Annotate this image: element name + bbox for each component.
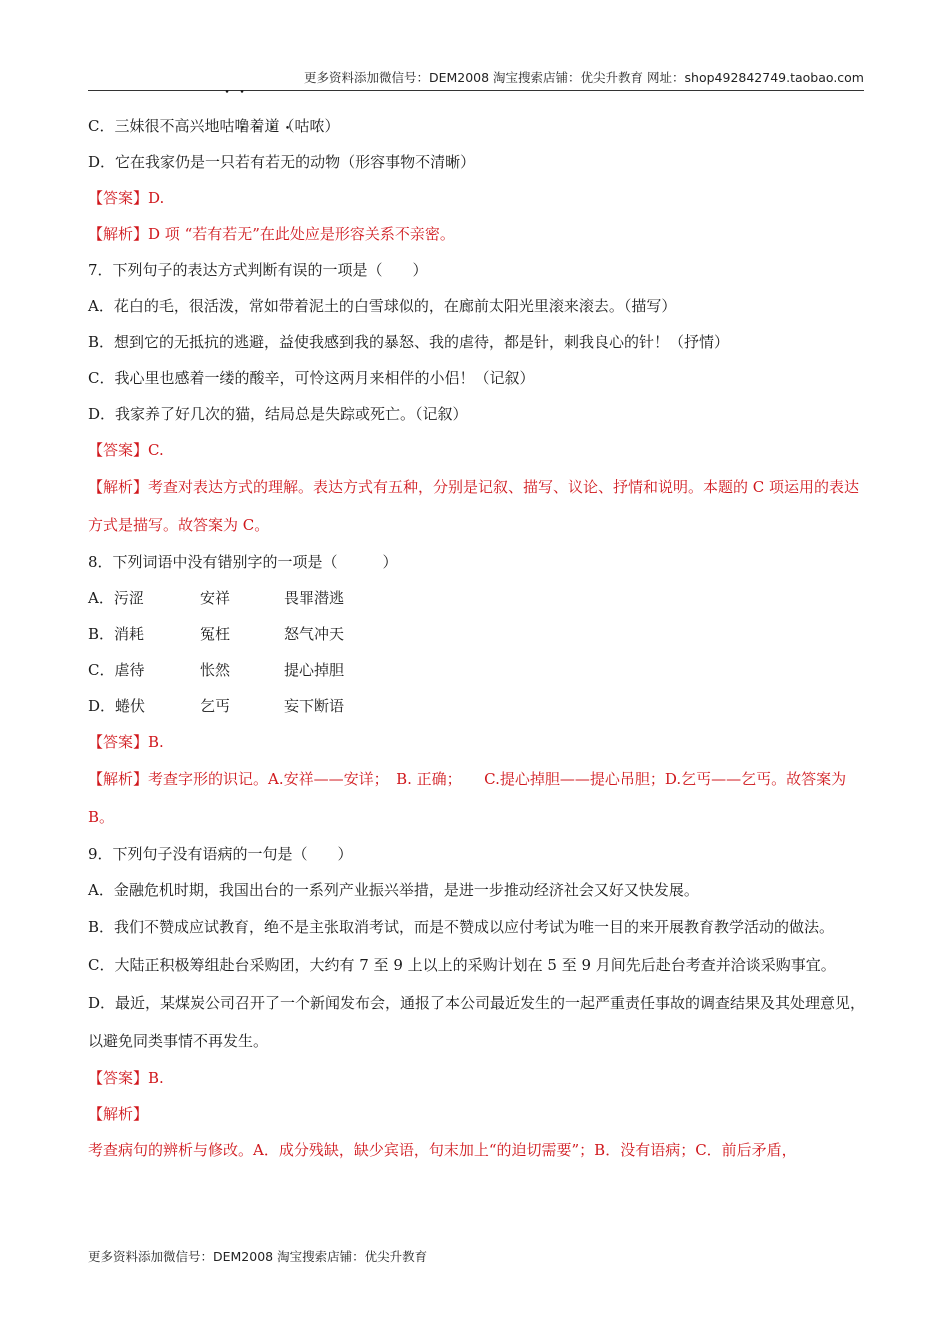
- document-body: [88, 108, 870, 1168]
- q8-option-c: [88, 652, 870, 688]
- q6-analysis: 【解析】D 项 “若有若无”在此处应是形容关系不亲密。: [88, 225, 455, 243]
- q7-option-c: C．我心里也感着一缕的酸辛，可怜这两月来相伴的小侣！（记叙）: [88, 369, 535, 387]
- option-idiom: 怒气冲天: [284, 625, 345, 643]
- q7-option-a: A．花白的毛，很活泼，常如带着泥土的白雪球似的，在廊前太阳光里滚来滚去。（描写）: [88, 297, 677, 315]
- q8-option-d: [88, 688, 870, 724]
- q8-option-a: [88, 580, 870, 616]
- dotted-char: 若: [265, 153, 281, 171]
- page-footer: 更多资料添加微信号：DEM2008 淘宝搜索店铺：优尖升教育: [88, 1249, 428, 1264]
- q9-stem: 9．下列句子没有语病的一句是（ ）: [88, 845, 353, 863]
- q8-answer: 【答案】B.: [88, 733, 164, 751]
- q6-option-d: [88, 144, 870, 180]
- q8-analysis: 【解析】考查字形的识记。A.安祥——安详； B. 正确； C.提心掉胆——提心吊胆；D.乞丐——乞丐。故答案为 B。: [88, 770, 847, 826]
- option-word: 怅然: [200, 661, 231, 679]
- dotted-char: 咕: [219, 117, 235, 135]
- q9-option-b: B．我们不赞成应试教育，绝不是主张取消考试，而是不赞成以应付考试为唯一目的来开展教育教学活动的做法。: [88, 918, 835, 936]
- q9-option-c: C．大陆正积极筹组赴台采购团，大约有 7 至 9 上以上的采购计划在 5 至 9 月间先后赴台考查并洽谈采购事宜。: [88, 956, 836, 974]
- option-word: 乞丐: [200, 697, 231, 715]
- option-label: A．污涩: [88, 589, 144, 607]
- q9-analysis: 考查病句的辨析与修改。A．成分残缺，缺少宾语，句末加上“的迫切需要”；B．没有语病；C．前后矛盾，: [88, 1141, 797, 1159]
- q6-option-c: [88, 108, 870, 144]
- option-label: B．消耗: [88, 625, 145, 643]
- option-label: C．虐待: [88, 661, 145, 679]
- option-word: 安祥: [200, 589, 231, 607]
- q9-option-d: D．最近，某煤炭公司召开了一个新闻发布会，通报了本公司最近发生的一起严重责任事故的调查结果及其处理意见，以避免同类事情不再发生。: [88, 994, 866, 1050]
- q6-d-text-end: 的动物（形容事物不清晰）: [295, 153, 476, 171]
- q7-stem: 7．下列句子的表达方式判断有误的一项是（ ）: [88, 261, 428, 279]
- q6-answer: 【答案】D.: [88, 189, 165, 207]
- option-idiom: 畏罪潜逃: [284, 589, 345, 607]
- q7-option-b: B．想到它的无抵抗的逃避，益使我感到我的暴怒、我的虐待，都是针，刺我良心的针！（抒情）: [88, 333, 730, 351]
- page-header: 更多资料添加微信号：DEM2008 淘宝搜索店铺：优尖升教育 网址：shop492842749.taobao.com: [88, 68, 864, 91]
- q6-d-text: D．它在我家仍是一只: [88, 153, 236, 171]
- q8-stem: 8．下列词语中没有错别字的一项是（ ）: [88, 553, 398, 571]
- q6-c-text-end: 着道（咕哝）: [249, 117, 340, 135]
- q7-option-d: D．我家养了好几次的猫，结局总是失踪或死亡。（记叙）: [88, 405, 468, 423]
- q9-answer: 【答案】B.: [88, 1069, 164, 1087]
- q7-analysis: 【解析】考查对表达方式的理解。表达方式有五种，分别是记叙、描写、议论、抒情和说明。本题的 C 项运用的表达方式是描写。故答案为 C。: [88, 478, 860, 534]
- q7-answer: 【答案】C.: [88, 441, 164, 459]
- dotted-char: 无: [280, 153, 296, 171]
- option-label: D．蜷伏: [88, 697, 146, 715]
- q8-option-b: [88, 616, 870, 652]
- option-idiom: 提心掉胆: [284, 661, 345, 679]
- q9-analysis-label: 【解析】: [88, 1105, 149, 1123]
- q6-c-text: C．三妹很不高兴地: [88, 117, 220, 135]
- dotted-char: 有: [250, 153, 266, 171]
- q9-option-a: A．金融危机时期，我国出台的一系列产业振兴举措，是进一步推动经济社会又好又快发展。: [88, 881, 699, 899]
- option-idiom: 妄下断语: [284, 697, 345, 715]
- option-word: 冤枉: [200, 625, 231, 643]
- dotted-char: 噜: [234, 117, 250, 135]
- dotted-char: 若: [235, 153, 251, 171]
